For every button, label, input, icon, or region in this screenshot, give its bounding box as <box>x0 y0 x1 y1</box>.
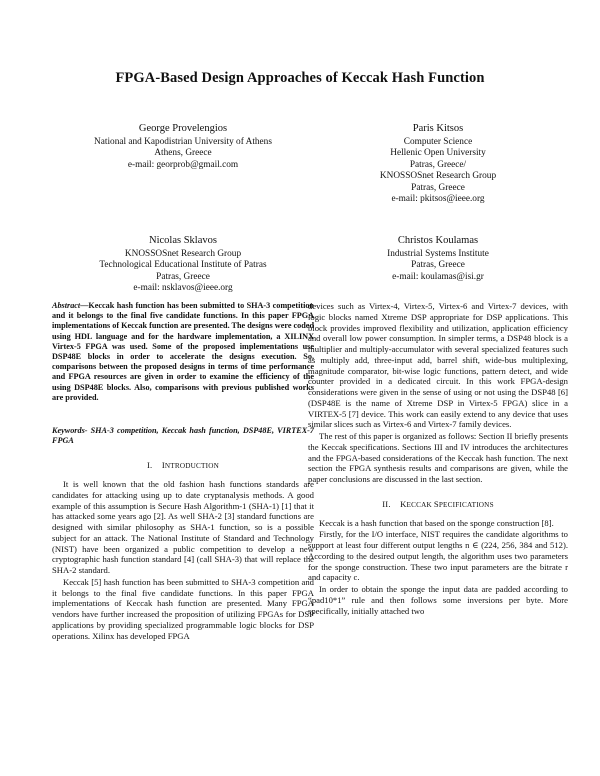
author-location: Athens, Greece <box>154 148 212 159</box>
paragraph: Keccak [5] hash function has been submitted to SHA-3 competition and it belongs to the final five candidate functions. In this paper FPGA implementations of Keccak hash function are presented. Many FPGA vendors have further increased the proposition of utilizing FPGAs for DSP applications by providing specialized programmable logic blocks for DSP operations. Xilinx has developed FPGA <box>52 576 314 641</box>
author-affiliation: National and Kapodistrian University of Athens <box>94 137 272 147</box>
section-heading-introduction <box>52 460 314 472</box>
section-title-initial: K <box>400 498 407 509</box>
left-column <box>52 301 314 641</box>
paragraph: devices such as Virtex-4, Virtex-5, Virtex-6 and Virtex-7 devices, with logic blocks named Xtreme DSP appropriate for DSP applications. This block provides improved flexibility and utilization, application efficiency and overall low power consumption. In simpler terms, a DSP48 block is a multiplier and multiply-accumulator with several specialized features such as multiply add, three-input add, barrel shift, wide-bus multiplexing, magnitude comparator, bit-wise logic functions, pattern detect, and wide counter provided in a dedicated circuit. In this work FPGA-design considerations were given in the sense of using or not using the DSP48 [6] (DSP48E is the name of Xtreme DSP in Virtex-5 FPGA) slice in a VIRTEX-5 [7] device. This work can easily extend to any device that uses similar slices such as Virtex-6 and Virtex-7 family devices. <box>308 301 568 430</box>
author-affiliation: Hellenic Open University <box>390 148 486 159</box>
author-location-2: Patras, Greece <box>411 182 465 193</box>
author-koulamas <box>308 234 568 283</box>
section-title-rest: NTRODUCTION <box>164 462 219 471</box>
author-name: George Provelengios <box>138 123 228 134</box>
author-sklavos <box>52 234 314 295</box>
author-name: Christos Koulamas <box>397 235 479 246</box>
abstract-label: Abstract <box>52 301 81 310</box>
section-number: II. <box>382 498 391 509</box>
section-title-initial: I <box>161 460 165 471</box>
section-number: I. <box>147 460 153 471</box>
paragraph: In order to obtain the sponge the input data are padded according to “pad10*1” rule and then follows some inversions per byte. More specifically, initially attached two <box>308 584 568 616</box>
abstract-text: —Keccak hash function has been submitted to SHA-3 competition and it belongs to the final five candidate functions. In this paper FPGA implementations of Keccak function are presented. The designs were coded using HDL language and for the hardware implementation, a XILINX Virtex-5 FPGA was used. Some of the proposed implementations use DSP48E blocks in order to accelerate the designs execution. So, comparisons between the proposed designs in terms of time performance and FPGA resources are given in order to examine the efficiency of the using DSP48E blocks. Also, comparisons with previous published works are provided. <box>52 301 314 402</box>
author-location: Patras, Greece/ <box>409 159 467 170</box>
section-title-rest: ECCAK <box>406 500 434 509</box>
section-title-rest-2: PECIFICATIONS <box>438 500 494 509</box>
paragraph: It is well known that the old fashion hash functions standards are candidates for attacking using up to date cryptanalysis methods. A good example of this assumption is Secure Hash Algorithm-1 (SHA-1) [1] that it has attacked some years ago [2]. As well SHA-2 [3] standard functions are designed with similar philosophy as SHA-1 function, so is a possible subject for an attack. The National Institute of Standard and Technology (NIST) have been organized a public competition to develop a new cryptographic hash function standard [4] (call SHA-3) that will replace the SHA-2 standard. <box>52 479 314 576</box>
paragraph: Firstly, for the I/O interface, NIST requires the candidate algorithms to support at least four different output lengths n ∈ (224, 256, 384 and 512). According to the desired output length, the algorithm uses two parameters for the sponge construction. These two input parameters are the bitrate r and capacity c. <box>308 529 568 583</box>
author-kitsos <box>308 122 568 205</box>
section-heading-keccak-specifications <box>308 499 568 511</box>
author-name: Nicolas Sklavos <box>149 235 217 246</box>
right-column <box>308 301 568 616</box>
author-location: Patras, Greece <box>156 271 210 282</box>
author-location: Patras, Greece <box>411 260 465 271</box>
author-email: e-mail: georprob@gmail.com <box>127 159 239 170</box>
keywords: Keywords- SHA-3 competition, Keccak hash function, DSP48E, VIRTEX-7 FPGA <box>52 426 314 446</box>
paper-title: FPGA-Based Design Approaches of Keccak Hash Function <box>115 70 485 86</box>
author-group: KNOSSOSnet Research Group <box>379 171 497 182</box>
abstract <box>52 301 314 403</box>
author-email: e-mail: nsklavos@ieee.org <box>133 283 233 294</box>
author-department: Computer Science <box>403 137 473 147</box>
author-group: KNOSSOSnet Research Group <box>124 249 242 259</box>
author-affiliation: Technological Educational Institute of Patras <box>99 260 267 271</box>
author-email: e-mail: koulamas@isi.gr <box>392 271 484 282</box>
paragraph: Keccak is a hash function that based on the sponge construction [8]. <box>319 517 554 528</box>
paragraph: The rest of this paper is organized as follows: Section II briefly presents the Keccak specifications. Sections III and IV introduces the architectures and the FPGA-based considerations of the Keccak hash function. The next section the FPGA synthesis results and comparisons are given, while the paper conclusions are discussed in the last section. <box>308 431 568 484</box>
author-name: Paris Kitsos <box>412 123 464 134</box>
author-affiliation: Industrial Systems Institute <box>387 249 489 259</box>
author-provelengios <box>52 122 314 171</box>
section-title-initial-2: S <box>433 498 439 509</box>
author-email: e-mail: pkitsos@ieee.org <box>391 194 485 205</box>
